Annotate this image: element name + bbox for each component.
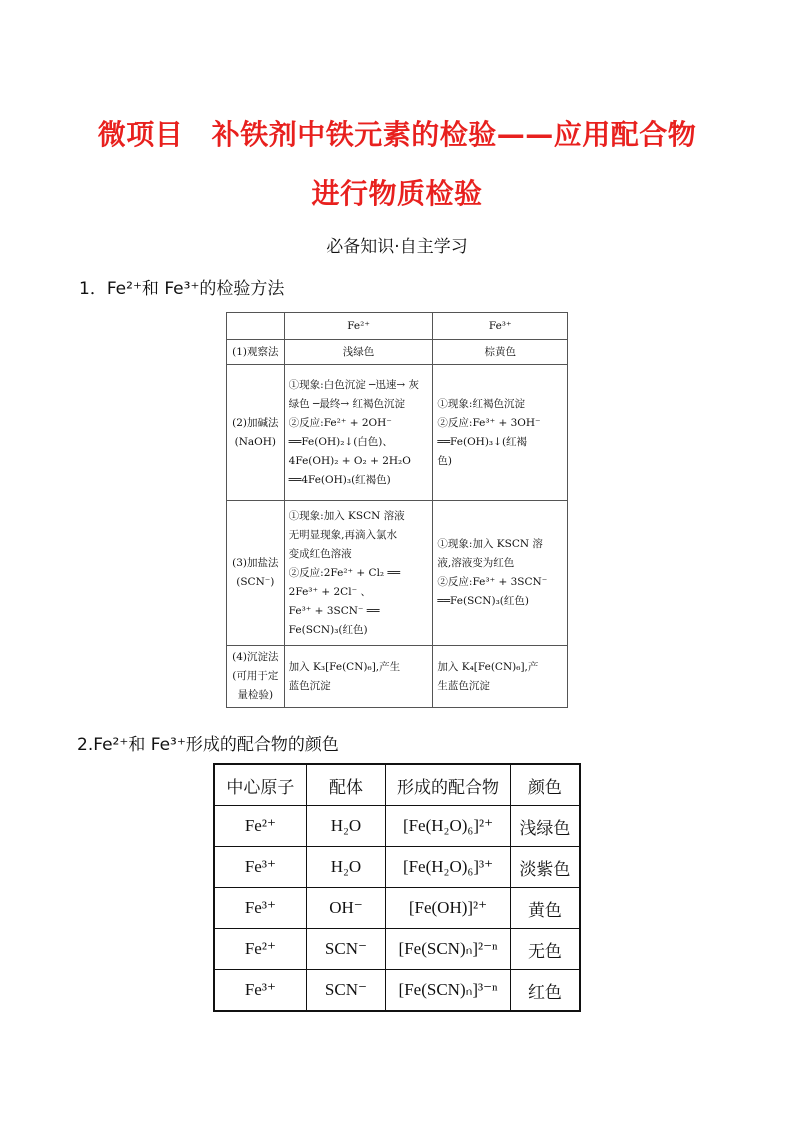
table-row	[227, 501, 568, 646]
header-cell: 颜色	[510, 764, 580, 806]
cell-line: 加入 K₃[Fe(CN)₆],产生	[288, 660, 401, 673]
ligand-cell: SCN⁻	[306, 929, 385, 970]
complex-color-table	[213, 763, 581, 1012]
color-cell: 红色	[510, 970, 580, 1012]
method-cell	[227, 365, 285, 501]
fe3-cell	[433, 365, 568, 501]
cell-line: ①现象:红褐色沉淀	[437, 397, 525, 410]
table-row	[227, 340, 568, 365]
ligand-cell: OH⁻	[306, 888, 385, 929]
center-atom-cell: Fe³⁺	[214, 888, 306, 929]
table-row	[227, 365, 568, 501]
fe3-cell	[433, 646, 568, 708]
method-text: 量检验)	[237, 689, 274, 701]
method-text: (SCN⁻)	[236, 576, 275, 588]
header-cell	[227, 313, 285, 340]
header-cell: 中心原子	[214, 764, 306, 806]
method-text: (2)加碱法	[232, 416, 279, 429]
cell-line: ②反应:Fe²⁺ + 2OH⁻	[288, 416, 392, 429]
cell-line: 无明显现象,再滴入氯水	[288, 528, 398, 541]
cell-line: 加入 K₄[Fe(CN)₆],产	[437, 660, 539, 673]
table-row	[214, 970, 580, 1012]
complex-cell: [Fe(SCN)ₙ]²⁻ⁿ	[386, 929, 511, 970]
fe3-cell	[433, 501, 568, 646]
table-row	[214, 888, 580, 929]
method-text: (可用于定	[232, 670, 279, 682]
method-text: (NaOH)	[234, 435, 277, 448]
cell-line: Fe³⁺ + 3SCN⁻ ══	[288, 604, 380, 617]
cell-line: Fe(SCN)₃(红色)	[288, 623, 368, 636]
page-title-line2: 进行物质检验	[311, 177, 483, 210]
method-text: (4)沉淀法	[232, 651, 279, 663]
color-cell: 浅绿色	[510, 806, 580, 847]
cell-line: ①现象:加入 KSCN 溶液	[288, 509, 405, 522]
complex-cell: [Fe(H₂O)₆]²⁺	[386, 806, 511, 847]
cell-line: 4Fe(OH)₂ + O₂ + 2H₂O	[288, 454, 411, 467]
ligand-cell: H₂O	[306, 806, 385, 847]
cell-line: 液,溶液变为红色	[437, 557, 515, 569]
cell-line: 生蓝色沉淀	[437, 679, 490, 692]
section2-heading: 2.Fe²⁺和 Fe³⁺形成的配合物的颜色	[77, 735, 339, 755]
fe2-cell	[284, 365, 433, 501]
cell-line: 绿色 ─最终→ 红褐色沉淀	[288, 397, 405, 410]
cell-line: ②反应:2Fe²⁺ + Cl₂ ══	[288, 566, 401, 579]
table-row	[214, 847, 580, 888]
center-atom-cell: Fe²⁺	[214, 929, 306, 970]
complex-cell: [Fe(OH)]²⁺	[386, 888, 511, 929]
cell-line: ══Fe(OH)₂↓(白色)、	[288, 435, 393, 448]
color-cell: 黄色	[510, 888, 580, 929]
section-subtitle: 必备知识·自主学习	[326, 237, 468, 257]
fe2-cell	[284, 501, 433, 646]
method-text: (3)加盐法	[232, 557, 279, 569]
cell-line: ②反应:Fe³⁺ + 3OH⁻	[437, 416, 541, 429]
color-cell: 淡紫色	[510, 847, 580, 888]
ligand-cell: SCN⁻	[306, 970, 385, 1012]
cell-line: ══Fe(OH)₃↓(红褐	[437, 435, 528, 448]
detection-methods-table	[226, 312, 568, 708]
cell-line: ①现象:加入 KSCN 溶	[437, 538, 543, 550]
fe2-cell: 浅绿色	[284, 340, 433, 365]
cell-line: 色)	[437, 454, 453, 467]
header-cell: Fe²⁺	[284, 313, 433, 340]
cell-line: ①现象:白色沉淀 ─迅速→ 灰	[288, 378, 420, 391]
table-row	[214, 929, 580, 970]
header-cell: 形成的配合物	[386, 764, 511, 806]
page-title-line1: 微项目 补铁剂中铁元素的检验——应用配合物	[97, 118, 697, 151]
cell-line: ══4Fe(OH)₃(红褐色)	[288, 473, 391, 486]
table-header-row	[227, 313, 568, 340]
cell-line: 变成红色溶液	[288, 547, 352, 560]
method-cell	[227, 646, 285, 708]
cell-line: 2Fe³⁺ + 2Cl⁻ 、	[288, 585, 371, 598]
header-cell: Fe³⁺	[433, 313, 568, 340]
method-cell	[227, 501, 285, 646]
header-cell: 配体	[306, 764, 385, 806]
method-cell: (1)观察法	[227, 340, 285, 365]
color-cell: 无色	[510, 929, 580, 970]
table-row	[227, 646, 568, 708]
section1-heading: 1．Fe²⁺和 Fe³⁺的检验方法	[79, 279, 285, 299]
table-header-row	[214, 764, 580, 806]
fe2-cell	[284, 646, 433, 708]
cell-line: ②反应:Fe³⁺ + 3SCN⁻	[437, 576, 548, 588]
center-atom-cell: Fe²⁺	[214, 806, 306, 847]
ligand-cell: H₂O	[306, 847, 385, 888]
center-atom-cell: Fe³⁺	[214, 847, 306, 888]
complex-cell: [Fe(SCN)ₙ]³⁻ⁿ	[386, 970, 511, 1012]
cell-line: ══Fe(SCN)₃(红色)	[437, 595, 529, 607]
center-atom-cell: Fe³⁺	[214, 970, 306, 1012]
fe3-cell: 棕黄色	[433, 340, 568, 365]
table-row	[214, 806, 580, 847]
cell-line: 蓝色沉淀	[288, 679, 331, 692]
complex-cell: [Fe(H₂O)₆]³⁺	[386, 847, 511, 888]
